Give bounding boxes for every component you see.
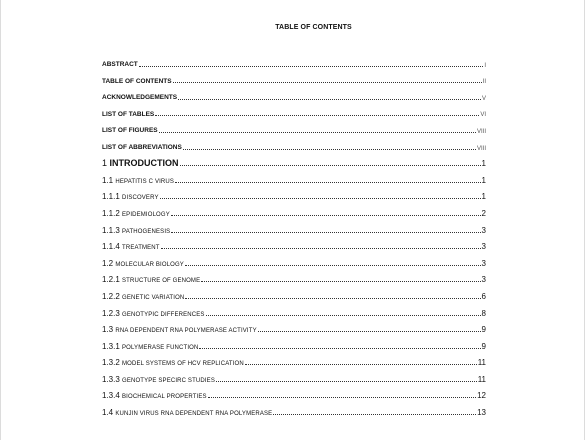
dot-leader [171,232,480,233]
toc-entry-page-number: 1 [481,159,486,169]
dot-leader [171,215,481,216]
toc-entry[interactable] [102,367,486,384]
toc-entry-label [102,159,179,168]
toc-entry-title: LIST OF TABLES [102,110,155,118]
toc-entry-label [102,392,207,400]
toc-entry-number: 1.2.2 [102,291,120,301]
toc-entry-title: LIST OF FIGURES [102,127,158,135]
toc-heading: TABLE OF CONTENTS [275,24,352,31]
dot-leader [208,397,476,398]
toc-entry[interactable] [102,152,486,169]
toc-entry[interactable] [102,218,486,235]
toc-entry-number: 1.2.3 [102,308,120,318]
toc-entry-title: KUNJIN VIRUS RNA DEPENDENT RNA POLYMERASE [115,411,273,418]
toc-entry-label [102,359,244,367]
toc-entry-label [102,145,182,152]
toc-entry-title: GENETIC VARIATION [122,294,185,301]
dot-leader [183,149,476,150]
toc-entry[interactable] [102,268,486,285]
toc-entry-number: 1.1.2 [102,208,120,218]
toc-entry[interactable] [102,85,486,102]
dot-leader [185,298,480,299]
toc-entry-title: HEPATITIS C VIRUS [115,178,175,185]
dot-leader [173,82,482,83]
dot-leader [139,66,484,67]
toc-entry[interactable] [102,284,486,301]
toc-entry-page-number: 13 [477,408,486,418]
toc-entry-title: RNA DEPENDENT RNA POLYMERASE ACTIVITY [115,328,257,335]
toc-entry-page-number: 2 [481,208,486,218]
toc-entry[interactable] [102,301,486,318]
toc-entry-title: GENOTYPE SPECIRC STUDIES [122,377,215,384]
toc-entry[interactable] [102,118,486,135]
toc-entry-number: 1.2 [102,258,114,268]
toc-entry[interactable] [102,334,486,351]
toc-entry[interactable] [102,135,486,152]
toc-entry-label [102,210,170,218]
toc-entry-number: 1.1.1 [102,192,120,202]
toc-entry-number: 1.1.3 [102,225,120,235]
toc-entry-page-number: VIII [476,145,486,152]
toc-entry-page-number: I [484,62,486,69]
toc-entry-page-number: 3 [481,242,486,252]
toc-entry-page-number: 3 [481,258,486,268]
toc-entry[interactable] [102,102,486,119]
dot-leader [258,331,481,332]
toc-entry-number: 1.1.4 [102,242,120,252]
toc-entry-label [102,293,184,301]
dot-leader [206,315,481,316]
toc-entry-label [102,227,170,235]
toc-entry[interactable] [102,384,486,401]
toc-entry-title: TABLE OF CONTENTS [102,77,172,85]
toc-entry-number: 1.3.4 [102,391,120,401]
toc-entry-page-number: 8 [481,308,486,318]
toc-entry-title: INTRODUCTION [109,158,179,169]
toc-entry[interactable] [102,318,486,335]
toc-entry-label [102,95,177,102]
toc-entry-title: TREATMENT [122,245,160,252]
toc-entry-title: POLYMERASE FUNCTION [122,344,199,351]
toc-entry-label [102,243,160,251]
toc-entry-title: EPIDEMIOLOGY [122,211,170,218]
toc-entry-title: PATHOGENESIS [122,228,171,235]
toc-entry-number: 1.3.2 [102,358,120,368]
toc-entry-number: 1.4 [102,408,114,418]
toc-entry[interactable] [102,400,486,417]
toc-entry-page-number: VIII [476,128,486,135]
toc-entry-label [102,343,198,351]
dot-leader [180,165,481,166]
dot-leader [273,414,476,415]
toc-entry-label [102,112,154,119]
toc-entry-page-number: 9 [481,325,486,335]
toc-entry-title: ACKNOWLEDGEMENTS [102,94,178,102]
toc-entry-number: 1 [102,158,108,169]
toc-entry-label [102,79,172,86]
toc-entry-title: ABSTRACT [102,61,138,69]
toc-entry-label [102,276,200,284]
toc-entry-label [102,326,257,334]
toc-entry[interactable] [102,235,486,252]
toc-entry-label [102,193,159,201]
toc-entry-number: 1.3 [102,325,114,335]
dot-leader [201,281,480,282]
toc-entry[interactable] [102,52,486,69]
dot-leader [161,248,481,249]
toc-entry-label [102,260,184,268]
toc-entry-page-number: 6 [481,291,486,301]
toc-entry-title: MOLECULAR BIOLOGY [115,261,184,268]
toc-entry-number: 1.3.1 [102,341,120,351]
toc-entry[interactable] [102,351,486,368]
toc-entry-title: MODEL SYSTEMS OF HCV REPLICATION [122,361,244,368]
toc-entry-page-number: V [481,95,486,102]
toc-entry-number: 1.3.3 [102,374,120,384]
toc-entry-page-number: II [482,79,486,86]
toc-entry-page-number: 11 [477,358,486,368]
dot-leader [175,182,481,183]
dot-leader [245,364,477,365]
toc-entry-page-number: 1 [481,175,486,185]
toc-entry-label [102,376,215,384]
dot-leader [178,99,481,100]
toc-entry-label [102,409,272,417]
toc-entry-title: STRUCTURE OF GENOME [122,278,201,285]
toc-entry-page-number: 11 [477,374,486,384]
toc-entry-page-number: 3 [481,275,486,285]
toc-entry-label [102,177,174,185]
toc-entry-page-number: 12 [477,391,486,401]
toc-entry[interactable] [102,201,486,218]
toc-entry-title: GENOTYPIC DIFFERENCES [122,311,205,318]
toc-entry-title: DISCOVERY [122,195,159,202]
page-left-edge [0,0,1,440]
toc-entry-number: 1.2.1 [102,275,120,285]
toc-entry-page-number: 9 [481,341,486,351]
toc-entry-page-number: 3 [481,225,486,235]
toc-entry-label [102,128,158,135]
dot-leader [160,198,481,199]
toc-entry-page-number: 1 [481,192,486,202]
dot-leader [159,132,476,133]
toc-entry-label [102,310,205,318]
dot-leader [155,115,479,116]
toc-entry-number: 1.1 [102,175,114,185]
dot-leader [199,348,480,349]
dot-leader [185,265,481,266]
toc-entry-page-number: VI [480,112,486,119]
toc-entry-title: BIOCHEMICAL PROPERTIES [122,394,207,401]
toc-entry-label [102,62,138,69]
toc-entry[interactable] [102,69,486,86]
toc-entry[interactable] [102,168,486,185]
dot-leader [216,381,477,382]
toc-entry-title: LIST OF ABBREVIATIONS [102,144,182,152]
toc-entry[interactable] [102,185,486,202]
toc-entry[interactable] [102,251,486,268]
toc-list [102,52,486,417]
